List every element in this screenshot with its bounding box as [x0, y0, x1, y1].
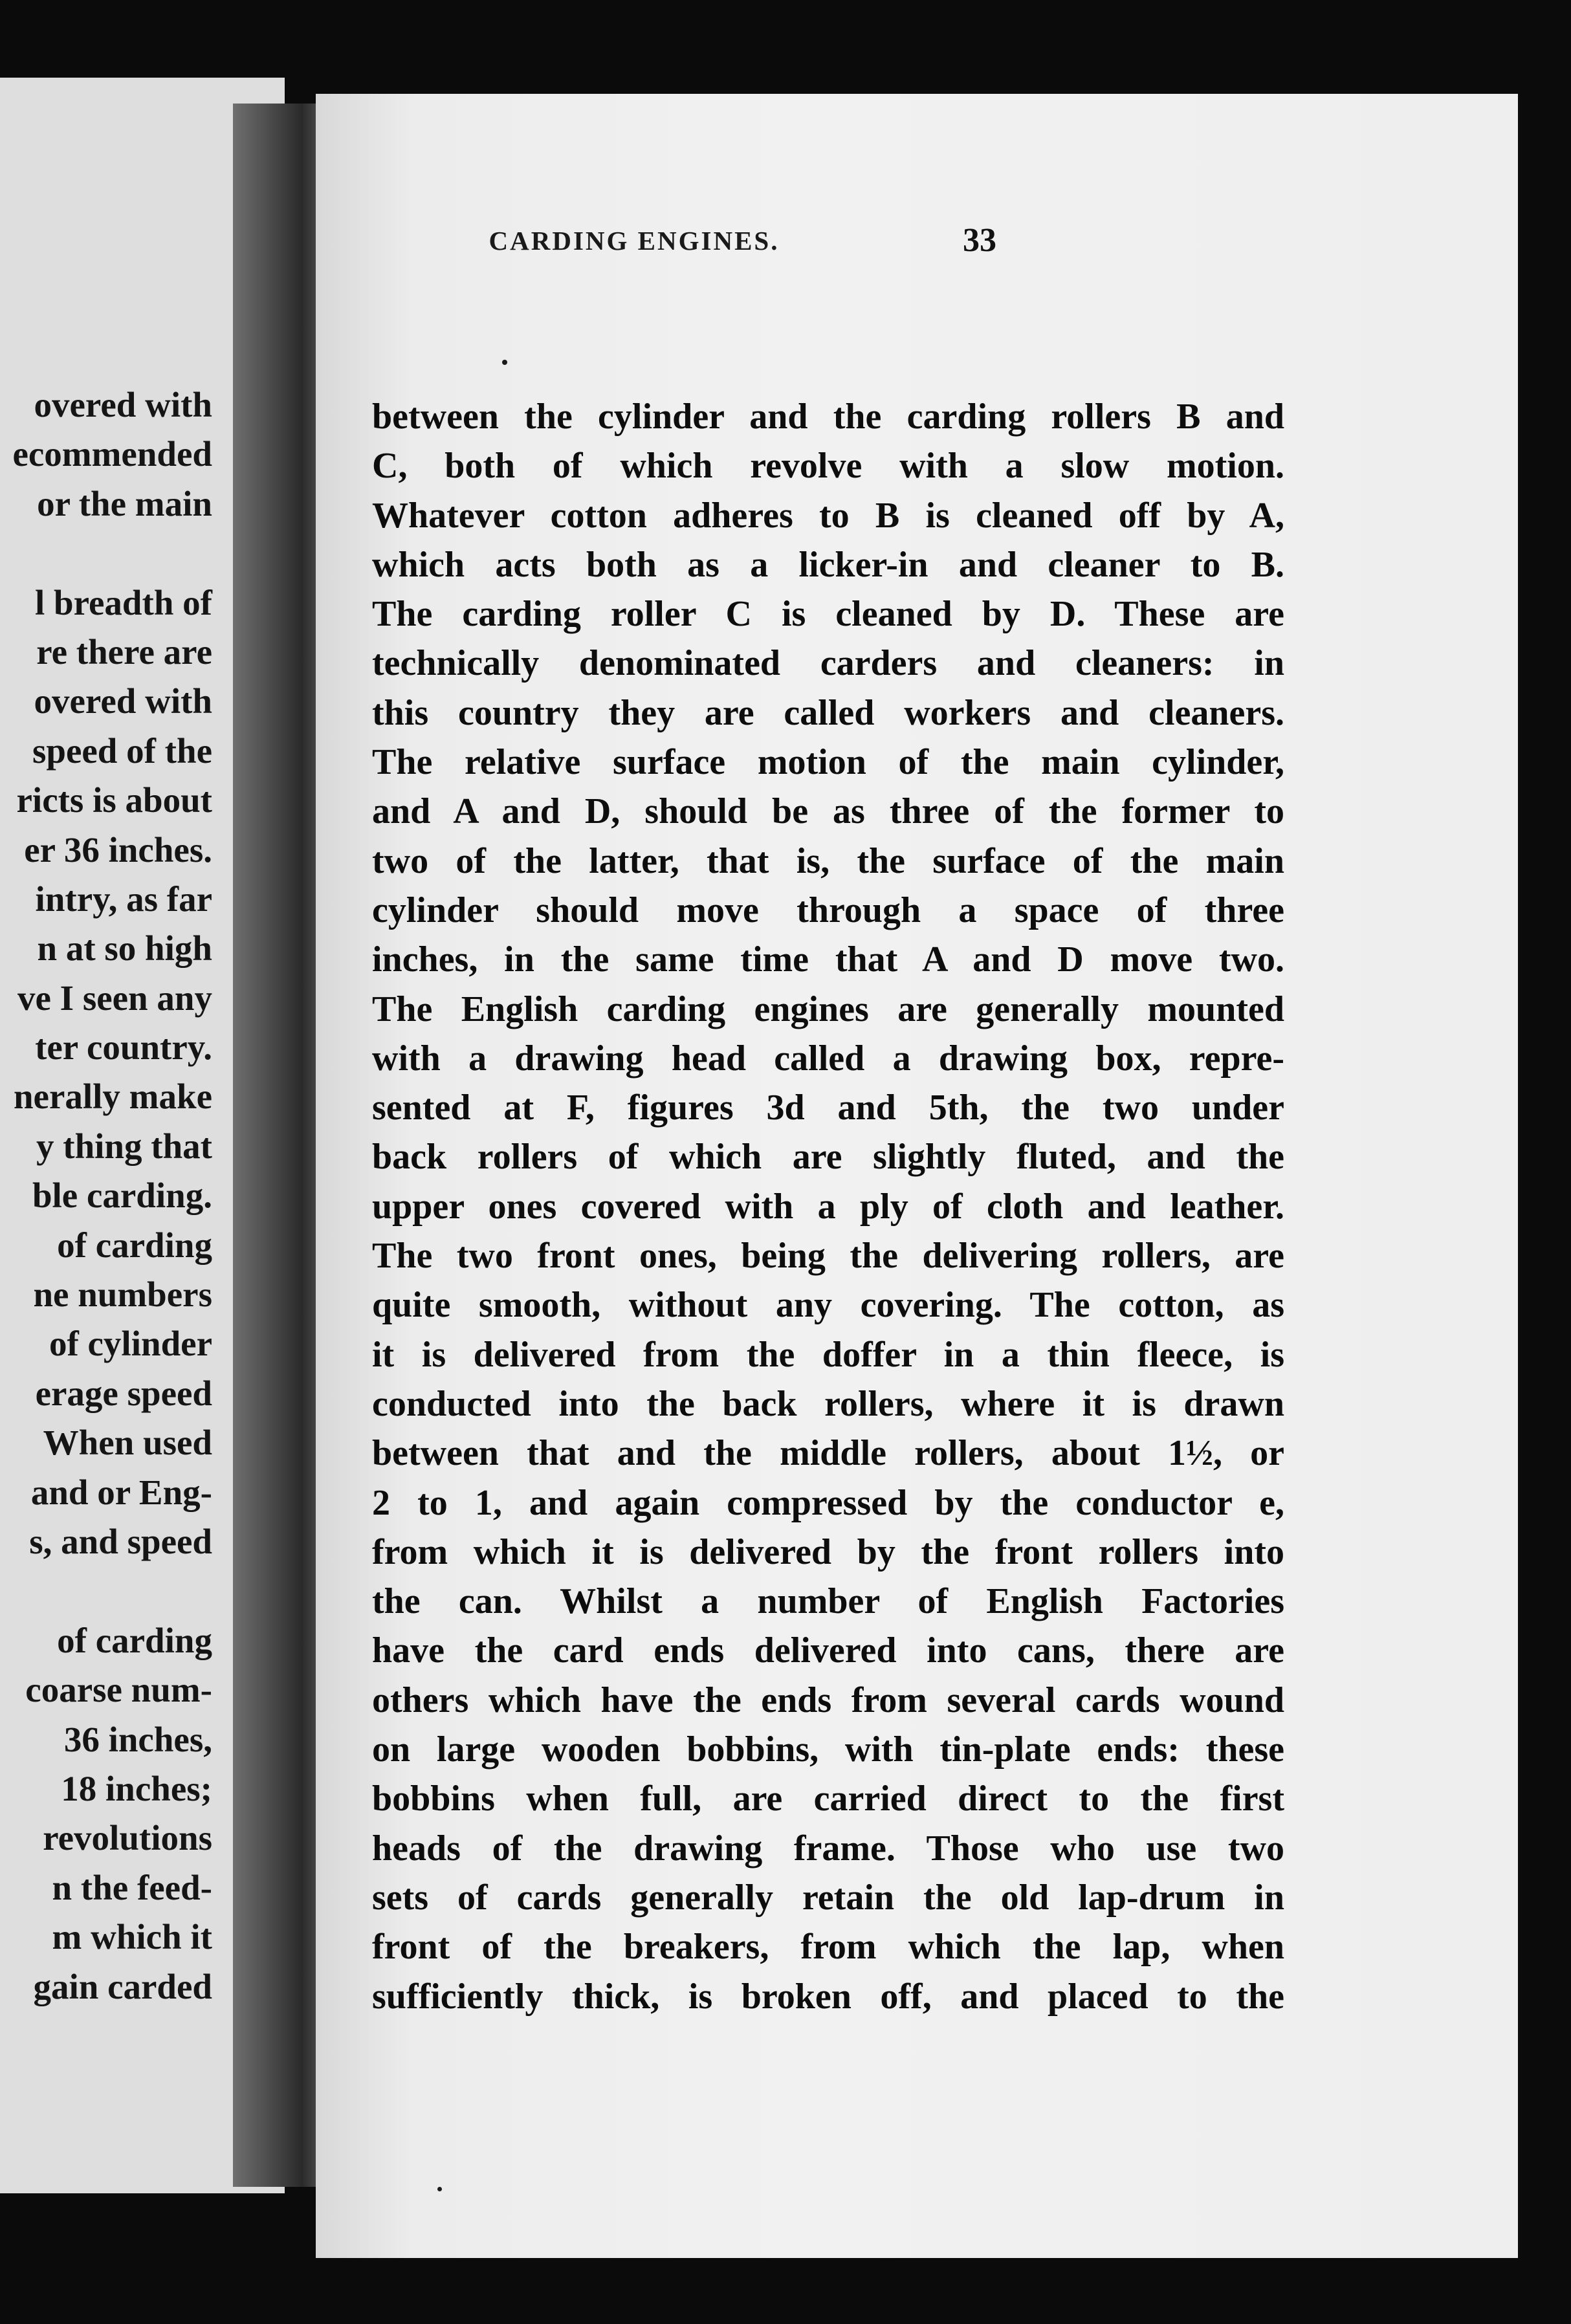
left-text-line: ecommended — [12, 434, 212, 474]
left-text-line: ter country. — [35, 1027, 212, 1068]
text-line: with a drawing head called a drawing box, repre- — [372, 1038, 1284, 1079]
left-text-line: y thing that — [36, 1126, 212, 1166]
text-line: quite smooth, without any covering. The cotton, as — [372, 1285, 1284, 1326]
left-text-line: ble carding. — [32, 1176, 212, 1216]
left-text-line: ne numbers — [33, 1275, 212, 1315]
left-text-line — [0, 1566, 212, 1616]
text-line: the can. Whilst a number of English Factories — [372, 1581, 1284, 1622]
text-line: conducted into the back rollers, where it is drawn — [372, 1383, 1284, 1424]
left-text-line: of cylinder — [49, 1324, 212, 1364]
left-text-line: erage speed — [35, 1373, 212, 1413]
text-line: The English carding engines are generally mounted — [372, 989, 1284, 1029]
left-text-line: nerally make — [13, 1077, 212, 1117]
body-text — [372, 392, 1284, 2021]
left-text-line: n the feed- — [52, 1867, 212, 1907]
text-line: sufficiently thick, is broken off, and placed to the — [372, 1976, 1284, 2017]
left-text-line: n at so high — [37, 928, 212, 969]
left-text-line: coarse num- — [25, 1670, 212, 1710]
text-line: The relative surface motion of the main cylinder, — [372, 742, 1284, 783]
text-line: inches, in the same time that A and D move two. — [372, 939, 1284, 980]
left-text-line: and or Eng- — [30, 1472, 212, 1512]
text-line: sented at F, figures 3d and 5th, the two under — [372, 1088, 1284, 1128]
text-line: this country they are called workers and cleaners. — [372, 692, 1284, 733]
text-line: The carding roller C is cleaned by D. These are — [372, 594, 1284, 635]
left-page-text — [0, 380, 212, 2012]
page-number: 33 — [963, 222, 996, 259]
left-text-line: overed with — [34, 385, 212, 424]
left-text-line: ve I seen any — [17, 978, 212, 1018]
text-line: between that and the middle rollers, about 1½, or — [372, 1433, 1284, 1474]
left-text-line: m which it — [52, 1917, 212, 1957]
text-line: 2 to 1, and again compressed by the conductor e, — [372, 1482, 1284, 1523]
text-line: technically denominated carders and cleaners: in — [372, 643, 1284, 684]
left-text-line: intry, as far — [35, 879, 212, 919]
ink-speck — [437, 2187, 442, 2191]
text-line: which acts both as a licker-in and cleaner to B. — [372, 544, 1284, 585]
left-text-line: revolutions — [43, 1818, 212, 1858]
text-line: bobbins when full, are carried direct to the first — [372, 1779, 1284, 1819]
text-line: C, both of which revolve with a slow motion. — [372, 446, 1284, 487]
text-line: two of the latter, that is, the surface of the main — [372, 840, 1284, 881]
left-text-line — [0, 529, 212, 578]
left-text-line: When used — [43, 1423, 212, 1463]
left-text-line: overed with — [34, 681, 212, 721]
text-line: Whatever cotton adheres to B is cleaned off by A, — [372, 495, 1284, 536]
text-line: upper ones covered with a ply of cloth and leather. — [372, 1186, 1284, 1227]
left-text-line: 36 inches, — [63, 1719, 212, 1759]
text-line: and A and D, should be as three of the former to — [372, 791, 1284, 832]
left-text-line: er 36 inches. — [24, 829, 212, 870]
text-line: it is delivered from the doffer in a thin fleece, is — [372, 1334, 1284, 1375]
text-line: The two front ones, being the delivering rollers, are — [372, 1236, 1284, 1277]
left-text-line: 18 inches; — [61, 1768, 212, 1808]
text-line: from which it is delivered by the front rollers into — [372, 1531, 1284, 1572]
book-gutter — [233, 104, 325, 2187]
left-text-line: s, and speed — [29, 1521, 212, 1561]
text-line: front of the breakers, from which the lap, when — [372, 1927, 1284, 1968]
text-line: heads of the drawing frame. Those who use two — [372, 1828, 1284, 1869]
left-text-line: speed of the — [32, 730, 212, 771]
ink-speck — [502, 360, 507, 365]
text-line: on large wooden bobbins, with tin-plate ends: these — [372, 1729, 1284, 1770]
running-head: CARDING ENGINES. — [489, 226, 780, 256]
left-text-line: l breadth of — [34, 582, 212, 622]
left-text-line: of carding — [57, 1620, 212, 1660]
left-text-line: or the main — [37, 483, 212, 523]
left-text-line: re there are — [36, 631, 212, 672]
left-text-line: gain carded — [33, 1966, 212, 2006]
text-line: sets of cards generally retain the old lap-drum in — [372, 1877, 1284, 1918]
text-line: cylinder should move through a space of three — [372, 890, 1284, 930]
text-line: others which have the ends from several cards wound — [372, 1680, 1284, 1720]
text-line: have the card ends delivered into cans, there are — [372, 1630, 1284, 1671]
left-text-line: of carding — [57, 1225, 212, 1265]
text-line: back rollers of which are slightly fluted, and the — [372, 1137, 1284, 1178]
left-text-line: ricts is about — [16, 780, 212, 820]
text-line: between the cylinder and the carding rollers B and — [372, 397, 1284, 437]
